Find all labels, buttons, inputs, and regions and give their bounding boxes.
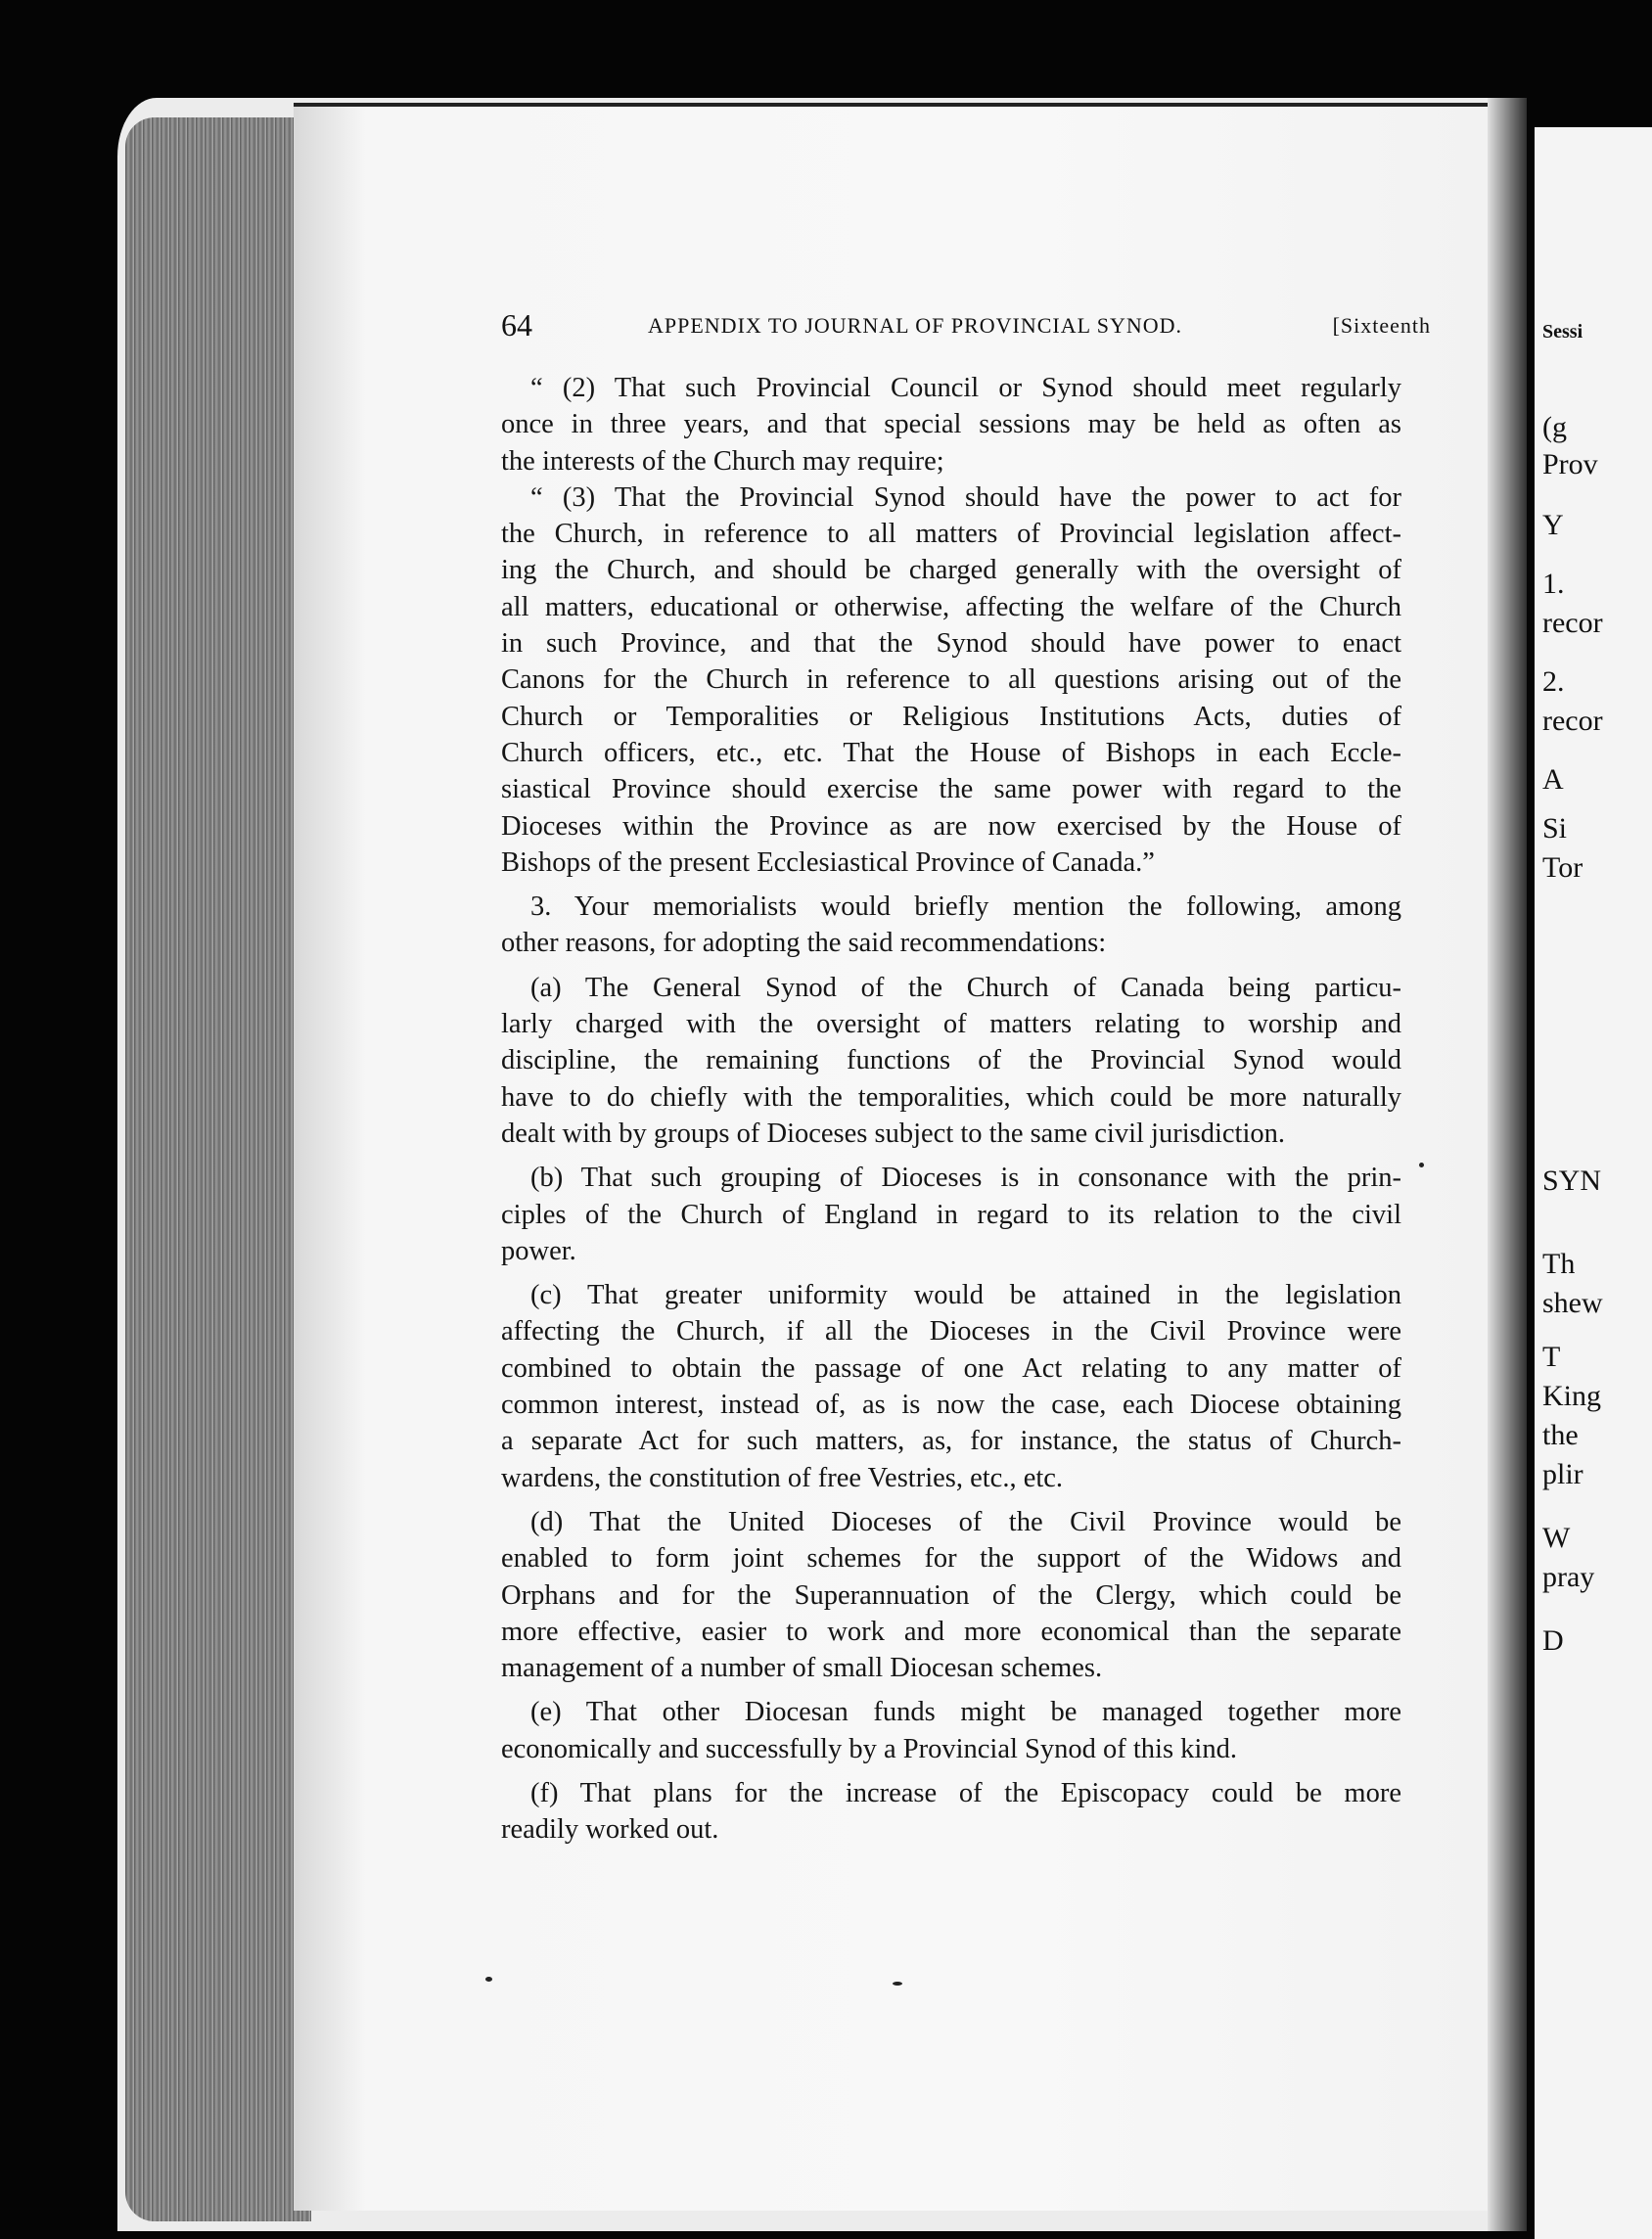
- running-head: [501, 307, 1431, 346]
- text-line: siastical Province should exercise the same power with regard to the: [501, 774, 1401, 805]
- right-page-fragment: King: [1542, 1380, 1601, 1412]
- right-page-fragment: the: [1542, 1419, 1579, 1451]
- text-line: Dioceses within the Province as are now exercised by the House of: [501, 810, 1401, 842]
- text-line: have to do chiefly with the temporalities, which could be more naturally: [501, 1081, 1401, 1113]
- right-page-fragment: A: [1542, 763, 1564, 796]
- paragraph-reason-a: [501, 970, 1401, 1152]
- text-line: all matters, educational or otherwise, affecting the welfare of the Church: [501, 591, 1401, 622]
- right-page-fragment: SYN: [1542, 1165, 1602, 1197]
- right-page-fragment: W: [1542, 1522, 1571, 1554]
- text-line: ing the Church, and should be charged generally with the oversight of: [501, 555, 1401, 586]
- text-line: (a) The General Synod of the Church of Canada being particu-: [530, 972, 1401, 1003]
- text-line: the Church, in reference to all matters of Provincial legislation affect-: [501, 519, 1401, 550]
- text-line: other reasons, for adopting the said recommendations:: [501, 928, 1107, 959]
- paragraph-reason-f: [501, 1775, 1401, 1849]
- right-page-fragment: Si: [1542, 812, 1568, 845]
- paragraph-reason-e: [501, 1694, 1401, 1767]
- right-page-fragment: D: [1542, 1624, 1564, 1657]
- right-page-fragment: pray: [1542, 1561, 1595, 1593]
- text-line: power.: [501, 1235, 576, 1266]
- page-number: 64: [501, 307, 532, 343]
- right-page-fragment: recor: [1542, 607, 1603, 639]
- paragraph-reason-c: [501, 1277, 1401, 1496]
- right-page-fragment: Y: [1542, 509, 1564, 541]
- right-page-fragment: Prov: [1542, 448, 1598, 480]
- text-line: once in three years, and that special sessions may be held as often as: [501, 409, 1401, 440]
- text-line: (d) That the United Dioceses of the Civil Province would be: [530, 1506, 1401, 1537]
- text-line: the interests of the Church may require;: [501, 445, 944, 477]
- right-page-fragment: T: [1542, 1341, 1561, 1373]
- text-line: Bishops of the present Ecclesiastical Province of Canada.”: [501, 846, 1155, 878]
- paragraph-section-3: [501, 889, 1401, 962]
- text-line: combined to obtain the passage of one Act relating to any matter of: [501, 1352, 1401, 1384]
- text-line: discipline, the remaining functions of the Provincial Synod would: [501, 1045, 1401, 1076]
- text-line: “ (3) That the Provincial Synod should have the power to act for: [530, 481, 1401, 513]
- text-line: a separate Act for such matters, as, for instance, the status of Church-: [501, 1426, 1401, 1457]
- text-line: (f) That plans for the increase of the Episcopacy could be more: [530, 1777, 1401, 1808]
- right-page-fragment: Tor: [1542, 851, 1583, 884]
- running-head-session: [Sixteenth: [1332, 313, 1431, 338]
- running-head-title: APPENDIX TO JOURNAL OF PROVINCIAL SYNOD.: [648, 313, 1183, 338]
- text-line: management of a number of small Diocesan schemes.: [501, 1653, 1103, 1684]
- right-page-fragment: 2.: [1542, 665, 1565, 698]
- right-page-fragment: shew: [1542, 1287, 1603, 1319]
- book-right-page: [1535, 127, 1652, 2239]
- text-line: in such Province, and that the Synod should have power to enact: [501, 628, 1401, 660]
- text-line: more effective, easier to work and more economical than the separate: [501, 1616, 1401, 1647]
- text-line: wardens, the constitution of free Vestries, etc., etc.: [501, 1462, 1064, 1493]
- text-line: readily worked out.: [501, 1814, 719, 1846]
- right-page-fragment: plir: [1542, 1458, 1583, 1490]
- page-edge-stack: [125, 117, 311, 2221]
- right-page-fragment: Th: [1542, 1248, 1576, 1280]
- text-line: Canons for the Church in reference to all questions arising out of the: [501, 664, 1401, 696]
- text-line: (e) That other Diocesan funds might be managed together more: [530, 1697, 1401, 1728]
- right-page-fragment: (g: [1542, 411, 1567, 443]
- right-page-fragment: Sessi: [1542, 321, 1583, 343]
- text-line: enabled to form joint schemes for the support of the Widows and: [501, 1543, 1401, 1575]
- right-page-fragment: 1.: [1542, 568, 1565, 600]
- paragraph-reason-b: [501, 1160, 1401, 1269]
- text-line: (b) That such grouping of Dioceses is in consonance with the prin-: [530, 1163, 1401, 1194]
- text-line: Orphans and for the Superannuation of the Clergy, which could be: [501, 1579, 1401, 1611]
- text-line: economically and successfully by a Provincial Synod of this kind.: [501, 1733, 1237, 1764]
- scan-speck: [1419, 1163, 1424, 1167]
- text-line: “ (2) That such Provincial Council or Synod should meet regularly: [530, 373, 1401, 403]
- paragraph-resolution-2: [501, 370, 1401, 480]
- text-line: Church officers, etc., etc. That the House of Bishops in each Eccle-: [501, 737, 1401, 768]
- paragraph-reason-d: [501, 1504, 1401, 1686]
- body-text: [501, 370, 1401, 1856]
- text-line: common interest, instead of, as is now the case, each Diocese obtaining: [501, 1390, 1401, 1421]
- text-line: dealt with by groups of Dioceses subject to the same civil jurisdiction.: [501, 1118, 1286, 1149]
- book-gutter: [1488, 98, 1527, 2231]
- text-line: affecting the Church, if all the Dioceses in the Civil Province were: [501, 1316, 1401, 1348]
- text-line: (c) That greater uniformity would be attained in the legislation: [530, 1280, 1401, 1311]
- right-page-fragment: recor: [1542, 705, 1603, 737]
- paragraph-resolution-3: [501, 480, 1401, 881]
- text-line: 3. Your memorialists would briefly mention the following, among: [530, 891, 1401, 923]
- text-line: larly charged with the oversight of matters relating to worship and: [501, 1009, 1401, 1040]
- text-line: ciples of the Church of England in regard to its relation to the civil: [501, 1199, 1401, 1230]
- text-line: Church or Temporalities or Religious Institutions Acts, duties of: [501, 701, 1401, 732]
- scan-speck: [893, 1982, 902, 1986]
- scan-speck: [485, 1977, 492, 1982]
